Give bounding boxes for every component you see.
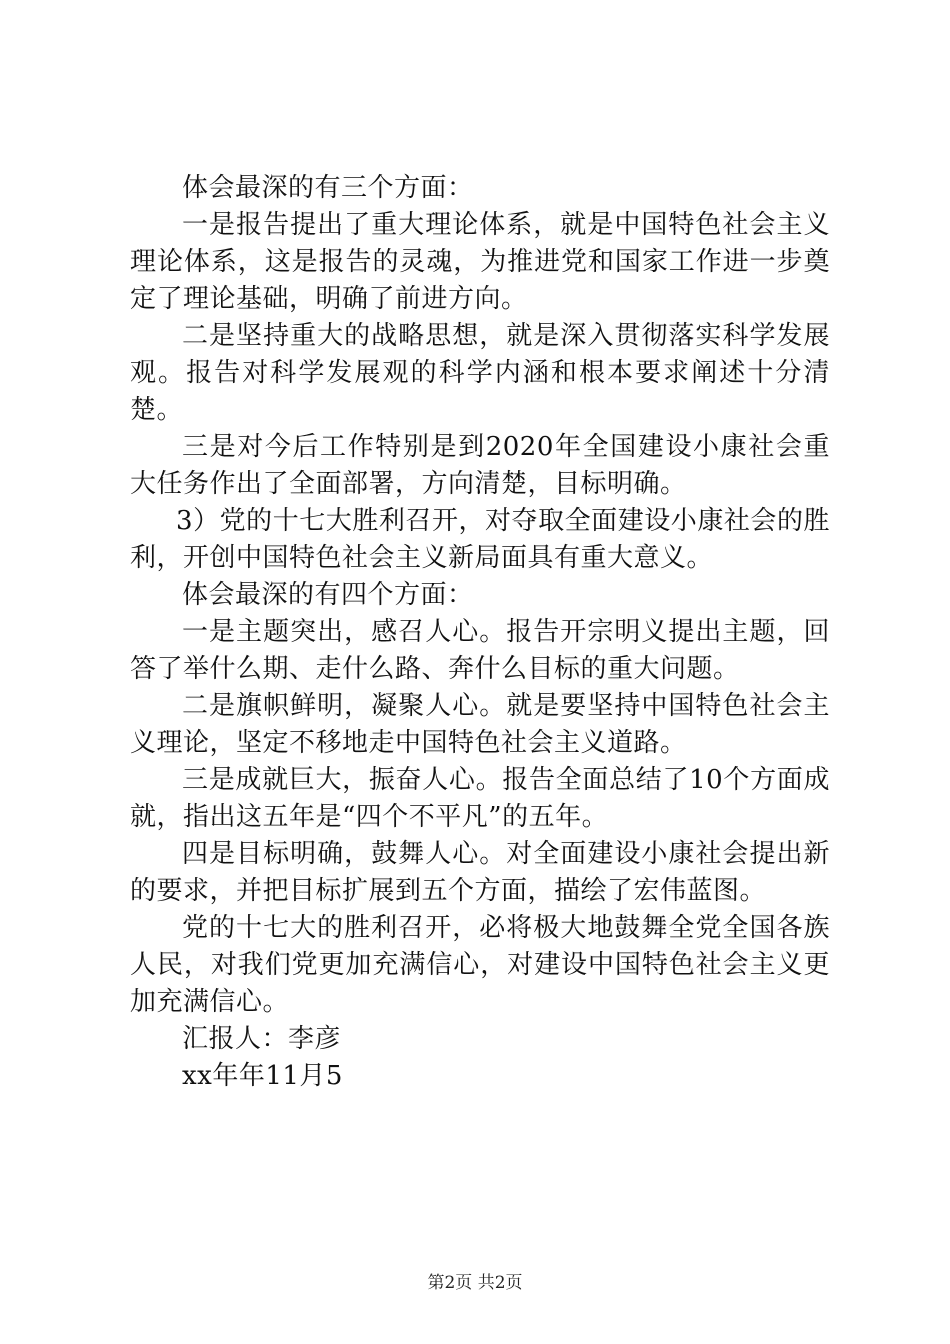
- paragraph-aspect-four: 四是目标明确，鼓舞人心。对全面建设小康社会提出新的要求，并把目标扩展到五个方面，描绘了宏伟蓝图。: [130, 839, 830, 906]
- paragraph-aspect-two: 二是旗帜鲜明，凝聚人心。就是要坚持中国特色社会主义理论，坚定不移地走中国特色社会主义道路。: [130, 691, 830, 758]
- paragraph-intro-four-aspects: 体会最深的有四个方面：: [182, 580, 474, 610]
- paragraph-conclusion: 党的十七大的胜利召开，必将极大地鼓舞全党全国各族人民，对我们党更加充满信心，对建设中国特色社会主义更加充满信心。: [130, 913, 830, 1017]
- paragraph-section-three: 3）党的十七大胜利召开，对夺取全面建设小康社会的胜利，开创中国特色社会主义新局面具有重大意义。: [130, 506, 830, 573]
- paragraph-aspect-one: 一是主题突出，感召人心。报告开宗明义提出主题，回答了举什么期、走什么路、奔什么目标的重大问题。: [130, 617, 830, 684]
- paragraph-point-three: 三是对今后工作特别是到2020年全国建设小康社会重大任务作出了全面部署，方向清楚，目标明确。: [130, 432, 830, 499]
- paragraph-aspect-three: 三是成就巨大，振奋人心。报告全面总结了10个方面成就，指出这五年是“四个不平凡”的五年。: [130, 765, 830, 832]
- paragraph-point-one: 一是报告提出了重大理论体系，就是中国特色社会主义理论体系，这是报告的灵魂，为推进党和国家工作进一步奠定了理论基础，明确了前进方向。: [130, 210, 830, 314]
- document-body: [130, 170, 830, 1095]
- paragraph-intro-three-aspects: 体会最深的有三个方面：: [182, 173, 474, 203]
- paragraph-point-two: 二是坚持重大的战略思想，就是深入贯彻落实科学发展观。报告对科学发展观的科学内涵和根本要求阐述十分清楚。: [130, 321, 830, 425]
- page-footer: 第2页 共2页: [427, 1273, 523, 1293]
- report-date: xx年年11月5: [182, 1061, 343, 1091]
- reporter-signature: 汇报人：李彦: [182, 1024, 342, 1054]
